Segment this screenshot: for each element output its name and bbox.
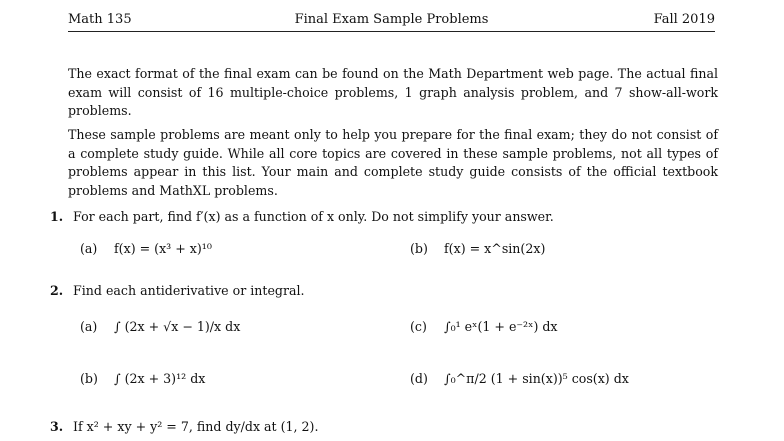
problem-2b xyxy=(80,370,205,388)
problem-2c xyxy=(410,318,558,336)
problem-number: 1. xyxy=(50,209,64,224)
part-label: (c) xyxy=(410,319,427,334)
problem-2d xyxy=(410,370,629,388)
intro-paragraph-1: The exact format of the final exam can be found on the Math Department web page. The actual final exam will consist of 16 multiple-choice problems, 1 graph analysis problem, and 7 show-all-work problems. xyxy=(68,66,718,118)
problem-1 xyxy=(50,208,720,226)
course-name: Math 135 xyxy=(68,12,132,27)
problem-prompt: Find each antiderivative or integral. xyxy=(73,283,305,298)
problem-number: 2. xyxy=(50,283,64,298)
part-expression: f(x) = (x³ + x)¹⁰ xyxy=(114,241,212,256)
part-label: (d) xyxy=(410,371,428,386)
header-rule xyxy=(68,31,715,32)
problem-prompt: For each part, find f′(x) as a function of x only. Do not simplify your answer. xyxy=(73,209,554,224)
part-expression: ∫ (2x + 3)¹² dx xyxy=(114,371,206,386)
part-label: (a) xyxy=(80,319,98,334)
problem-2 xyxy=(50,282,720,300)
page-header xyxy=(68,12,715,32)
problem-prompt: If x² + xy + y² = 7, find dy/dx at (1, 2). xyxy=(73,419,319,434)
document-title: Final Exam Sample Problems xyxy=(294,12,489,27)
problem-1b xyxy=(410,240,545,258)
problem-number: 3. xyxy=(50,419,64,434)
intro-paragraph-2: These sample problems are meant only to help you prepare for the final exam; they do not consist of a complete study guide. While all core topics are covered in these sample problems, not all types of problems appear in this list. Your main and complete study guide consists of the official textbook problems and MathXL problems. xyxy=(68,127,718,198)
problem-3 xyxy=(50,418,720,436)
term: Fall 2019 xyxy=(653,12,715,27)
part-expression: f(x) = x^sin(2x) xyxy=(444,241,546,256)
part-label: (b) xyxy=(410,241,428,256)
problem-2a xyxy=(80,318,240,336)
part-label: (a) xyxy=(80,241,98,256)
part-label: (b) xyxy=(80,371,98,386)
part-expression: ∫ (2x + √x − 1)/x dx xyxy=(114,319,241,334)
part-expression: ∫₀¹ eˣ(1 + e⁻²ˣ) dx xyxy=(444,319,558,334)
part-expression: ∫₀^π/2 (1 + sin(x))⁵ cos(x) dx xyxy=(444,371,629,386)
problem-1a xyxy=(80,240,212,258)
